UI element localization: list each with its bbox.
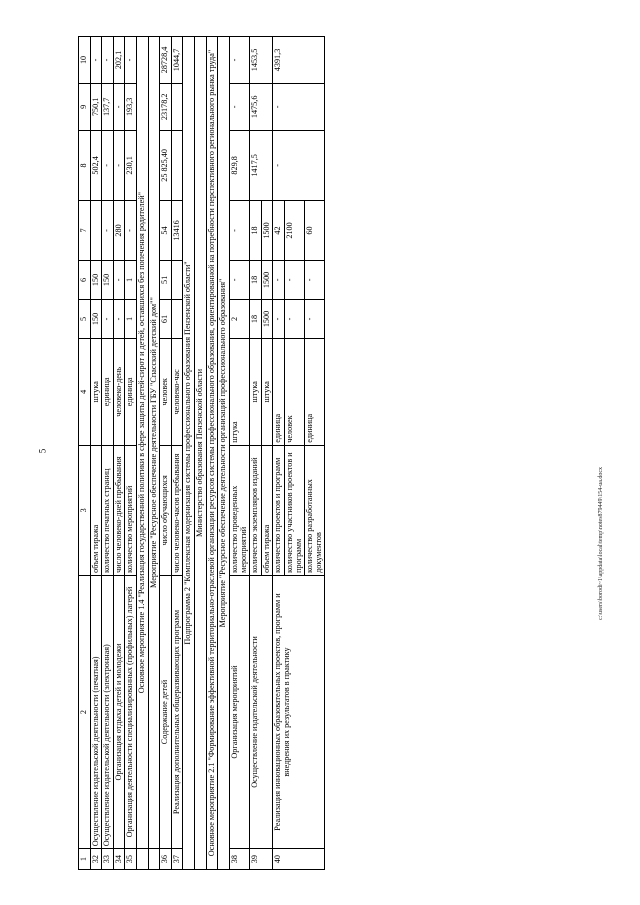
row-value: 202,1 [113, 37, 125, 84]
row-number: 39 [250, 849, 273, 870]
row-value: - [90, 37, 102, 84]
file-path-footer: c:\users\borodi~1\appdata\local\temp\notes879449\154-ua.docx [598, 466, 604, 620]
empty-cell [137, 849, 149, 870]
section-row [137, 37, 149, 870]
row-indicator: количество мероприятий [125, 445, 137, 575]
table-row [229, 37, 249, 870]
section-subtitle: Мероприятие "Ресурсное обеспечение деятельности ГБУ "Спасский детский дом"" [148, 37, 160, 849]
row-value: 1500 [261, 299, 273, 338]
row-unit: штука [250, 338, 262, 445]
row-value [171, 130, 183, 200]
table-row [90, 37, 102, 870]
section-title: Основное мероприятие 1.4 "Реализация государственной политики в сфере защиты детей-сирот и детей, оставшихся без попечения родителей" [137, 37, 149, 849]
row-number: 36 [160, 849, 172, 870]
table-row [102, 37, 114, 870]
row-value: 1475,6 [250, 83, 273, 130]
ministry-title: Министерство образования Пензенской области [195, 37, 207, 870]
row-value: 1500 [261, 260, 273, 299]
row-name: Реализация дополнительных общеразвивающих программ [171, 575, 183, 848]
row-name: Реализация инновационных образовательных проектов, программ и внедрения их результатов в практику [273, 575, 325, 848]
subprogram-title: Подпрограмма 2 "Комплексная модернизация системы профессионального образования Пензенской области" [183, 37, 195, 870]
table-row [171, 37, 183, 870]
row-name: Организация деятельности специализированных (профильных) лагерей [125, 575, 137, 848]
row-value: 502,4 [90, 130, 102, 200]
row-value: - [113, 83, 125, 130]
col-header: 1 [79, 849, 91, 870]
row-indicator: количество печатных страниц [102, 445, 114, 575]
section-row [218, 37, 230, 870]
row-value: - [113, 299, 125, 338]
row-value [90, 201, 102, 261]
row-value: - [125, 37, 137, 84]
col-header: 9 [79, 83, 91, 130]
rotated-table-container [78, 36, 578, 870]
row-value: 1044,7 [171, 37, 183, 84]
row-indicator: объем тиража [261, 445, 273, 575]
header-row [79, 37, 91, 870]
row-indicator: количество экземпляров изданий [250, 445, 262, 575]
row-value: 193,3 [125, 83, 137, 130]
row-number: 37 [171, 849, 183, 870]
row-value [171, 299, 183, 338]
row-value: 1417,5 [250, 130, 273, 200]
empty-cell [148, 849, 160, 870]
row-unit: человек [284, 338, 304, 445]
row-unit: штука [90, 338, 102, 445]
table-row [125, 37, 137, 870]
row-unit: штука [229, 338, 249, 445]
col-header: 10 [79, 37, 91, 84]
section-row [183, 37, 195, 870]
row-value: - [273, 130, 325, 200]
row-unit: человек [160, 338, 172, 445]
row-unit: человеко-час [171, 338, 183, 445]
row-value: - [305, 260, 325, 299]
row-value: 1500 [261, 201, 273, 261]
col-header: 5 [79, 299, 91, 338]
row-value: 230,1 [125, 130, 137, 200]
row-unit: единица [125, 338, 137, 445]
row-value: 137,7 [102, 83, 114, 130]
row-value: - [113, 260, 125, 299]
row-value: 13416 [171, 201, 183, 261]
row-value: 280 [113, 201, 125, 261]
row-value: - [102, 37, 114, 84]
row-unit: единица [273, 338, 285, 445]
row-name: Осуществление издательской деятельности [250, 575, 273, 848]
row-value: 1453,5 [250, 37, 273, 84]
row-number: 35 [125, 849, 137, 870]
main-activity-title: Основное мероприятие 2.1 "Формирование эффективной территориально-отраслевой организации ресурсов системы профессионального образования, ориентированной на потребности перспективного регионального рынка труда" [206, 37, 218, 870]
row-value: 18 [250, 260, 262, 299]
row-value: - [273, 299, 285, 338]
row-value: 18 [250, 299, 262, 338]
row-value: - [284, 299, 304, 338]
row-value: - [273, 260, 285, 299]
row-value: 61 [160, 299, 172, 338]
row-value: 750,1 [90, 83, 102, 130]
section-row [148, 37, 160, 870]
row-value: 54 [160, 201, 172, 261]
row-value: - [229, 260, 249, 299]
row-indicator: число обучающихся [160, 445, 172, 575]
col-header: 3 [79, 445, 91, 575]
section-row [206, 37, 218, 870]
section-row [195, 37, 207, 870]
row-unit: единица [305, 338, 325, 445]
row-indicator: число человеко-дней пребывания [113, 445, 125, 575]
budget-table [78, 36, 325, 870]
row-indicator: количество проведенных мероприятий [229, 445, 249, 575]
row-value: - [229, 83, 249, 130]
row-value: - [273, 83, 325, 130]
row-value: - [229, 37, 249, 84]
row-value: 150 [90, 299, 102, 338]
col-header: 7 [79, 201, 91, 261]
row-value: - [284, 260, 304, 299]
row-value: 28728,4 [160, 37, 172, 84]
row-value: - [102, 299, 114, 338]
row-value: 2 [229, 299, 249, 338]
table-row [250, 37, 262, 870]
page-number: 5 [37, 448, 48, 454]
row-value: - [102, 201, 114, 261]
row-value: 42 [273, 201, 285, 261]
row-number: 40 [273, 849, 325, 870]
row-name: Осуществление издательской деятельности (электронная) [102, 575, 114, 848]
row-indicator: количество участников проектов и программ [284, 445, 304, 575]
row-value: 60 [305, 201, 325, 261]
row-name: Содержание детей [160, 575, 172, 848]
row-value: - [125, 201, 137, 261]
row-unit: штука [261, 338, 273, 445]
table-row [160, 37, 172, 870]
col-header: 2 [79, 575, 91, 848]
row-value: 1 [125, 260, 137, 299]
row-value: - [305, 299, 325, 338]
row-value: 18 [250, 201, 262, 261]
row-value: 1 [125, 299, 137, 338]
row-value [171, 83, 183, 130]
row-name: Организация отдыха детей и молодежи [113, 575, 125, 848]
activity-title: Мероприятие "Ресурсное обеспечение деятельности организаций профессионального образования" [218, 37, 230, 870]
row-value: - [229, 201, 249, 261]
row-value: - [113, 130, 125, 200]
row-unit: единица [102, 338, 114, 445]
row-number: 34 [113, 849, 125, 870]
row-value [171, 260, 183, 299]
row-indicator: количество проектов и программ [273, 445, 285, 575]
row-value: 23178,2 [160, 83, 172, 130]
row-value: 4391,3 [273, 37, 325, 84]
col-header: 6 [79, 260, 91, 299]
table-row [273, 37, 285, 870]
row-indicator: число человеко-часов пребывания [171, 445, 183, 575]
row-indicator: количество разработанных документов [305, 445, 325, 575]
row-unit: человеко-день [113, 338, 125, 445]
table-row [113, 37, 125, 870]
row-value: - [102, 130, 114, 200]
row-name: Организация мероприятий [229, 575, 249, 848]
row-indicator: объем тиража [90, 445, 102, 575]
row-value: 51 [160, 260, 172, 299]
row-value: 150 [102, 260, 114, 299]
col-header: 4 [79, 338, 91, 445]
row-value: 829,8 [229, 130, 249, 200]
row-value: 2100 [284, 201, 304, 261]
row-value: 25 825,40 [160, 130, 172, 200]
row-number: 33 [102, 849, 114, 870]
row-value: 150 [90, 260, 102, 299]
row-number: 38 [229, 849, 249, 870]
row-number: 32 [90, 849, 102, 870]
col-header: 8 [79, 130, 91, 200]
row-name: Осуществление издательской деятельности (печатная) [90, 575, 102, 848]
